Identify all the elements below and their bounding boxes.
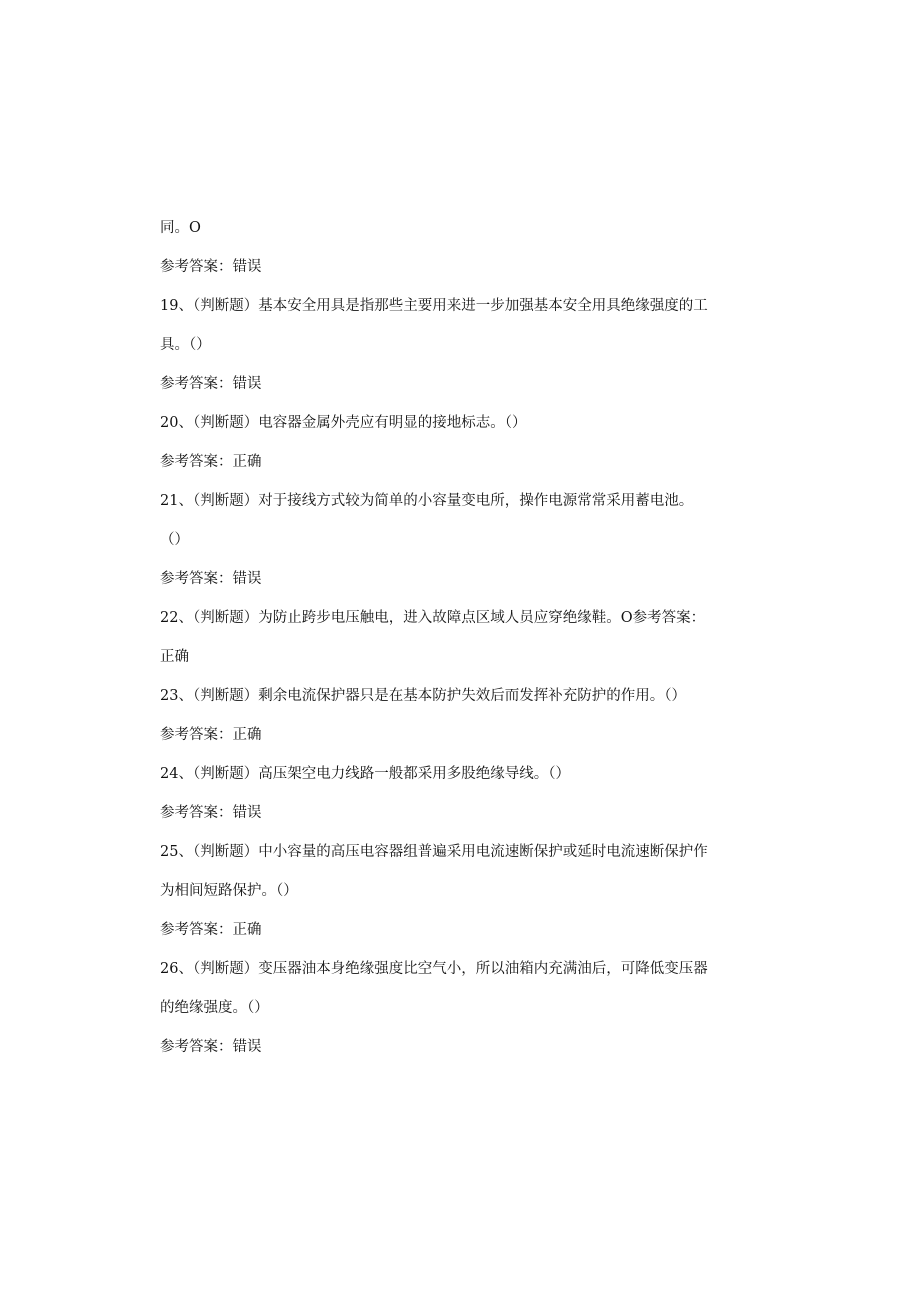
question-23: 23、（判断题）剩余电流保护器只是在基本防护失效后而发挥补充防护的作用。（） — [160, 688, 686, 704]
question-19: 19、（判断题）基本安全用具是指那些主要用来进一步加强基本安全用具绝缘强度的工 — [160, 298, 708, 314]
question-22: 22、（判断题）为防止跨步电压触电，进入故障点区域人员应穿绝缘鞋。O参考答案： — [160, 610, 706, 626]
answer-20: 参考答案：正确 — [160, 454, 262, 470]
answer-22: 正确 — [160, 649, 189, 665]
question-25-continuation: 为相间短路保护。（） — [160, 883, 298, 899]
answer-19: 参考答案：错误 — [160, 376, 262, 392]
answer-26: 参考答案：错误 — [160, 1039, 262, 1055]
question-26-continuation: 的绝缘强度。（） — [160, 1000, 269, 1016]
question-21: 21、（判断题）对于接线方式较为简单的小容量变电所，操作电源常常采用蓄电池。 — [160, 493, 694, 509]
answer-18: 参考答案：错误 — [160, 259, 262, 275]
question-26: 26、（判断题）变压器油本身绝缘强度比空气小，所以油箱内充满油后，可降低变压器 — [160, 961, 708, 977]
question-25: 25、（判断题）中小容量的高压电容器组普遍采用电流速断保护或延时电流速断保护作 — [160, 844, 708, 860]
answer-21: 参考答案：错误 — [160, 571, 262, 587]
question-19-continuation: 具。（） — [160, 337, 211, 353]
answer-23: 参考答案：正确 — [160, 727, 262, 743]
answer-24: 参考答案：错误 — [160, 805, 262, 821]
answer-25: 参考答案：正确 — [160, 922, 262, 938]
document-body — [160, 215, 760, 1073]
question-21-continuation: （） — [160, 532, 189, 548]
question-20: 20、（判断题）电容器金属外壳应有明显的接地标志。（） — [160, 415, 527, 431]
question-18-continuation: 同。O — [160, 220, 201, 236]
question-24: 24、（判断题）高压架空电力线路一般都采用多股绝缘导线。（） — [160, 766, 570, 782]
